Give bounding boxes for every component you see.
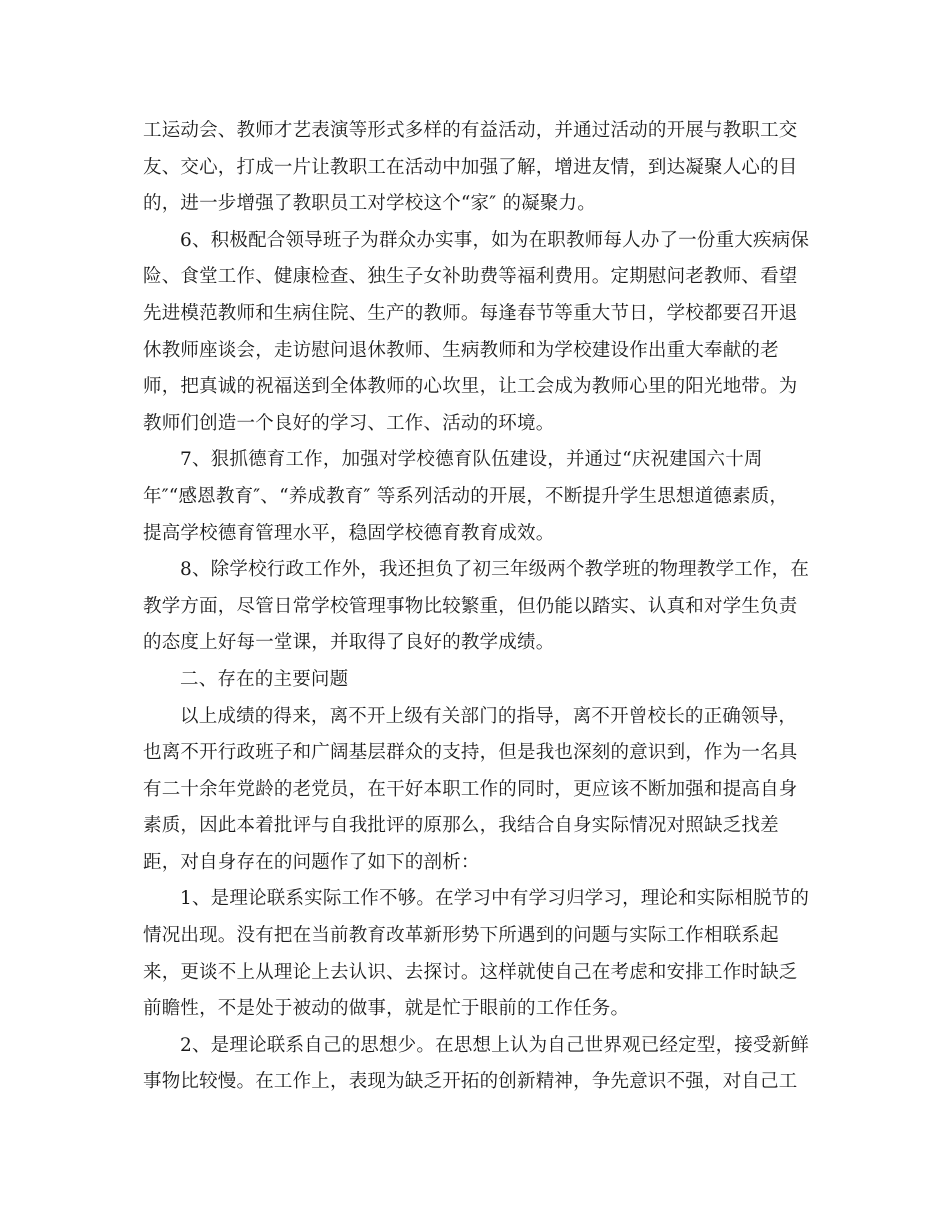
text-line: 师，把真诚的祝福送到全体教师的心坎里，让工会成为教师心里的阳光地带。为	[143, 376, 798, 398]
text-line: 休教师座谈会，走访慰问退休教师、生病教师和为学校建设作出重大奉献的老	[143, 339, 779, 361]
text-line: 的态度上好每一堂课，并取得了良好的教学成绩。	[143, 632, 555, 654]
text-line: 提高学校德育管理水平，稳固学校德育教育成效。	[143, 522, 555, 544]
text-line: 事物比较慢。在工作上，表现为缺乏开拓的创新精神，争先意识不强，对自己工	[143, 1071, 798, 1093]
text-line: 7、狠抓德育工作，加强对学校德育队伍建设，并通过“庆祝建国六十周	[180, 449, 763, 471]
text-line: 前瞻性，不是处于被动的做事，就是忙于眼前的工作任务。	[143, 998, 630, 1020]
text-line: 工运动会、教师才艺表演等形式多样的有益活动，并通过活动的开展与教职工交	[143, 120, 798, 141]
text-line: 二、存在的主要问题	[180, 668, 349, 690]
text-line: 以上成绩的得来，离不开上级有关部门的指导，离不开曾校长的正确领导，	[180, 705, 798, 727]
text-line: 8、除学校行政工作外，我还担负了初三年级两个教学班的物理教学工作，在	[180, 559, 810, 581]
text-line: 教学方面，尽管日常学校管理事物比较繁重，但仍能以踏实、认真和对学生负责	[143, 595, 798, 617]
text-line: 2、是理论联系自己的思想少。在思想上认为自己世界观已经定型，接受新鲜	[180, 1034, 810, 1056]
text-line: 来，更谈不上从理论上去认识、去探讨。这样就使自己在考虑和安排工作时缺乏	[143, 961, 798, 983]
text-line: 也离不开行政班子和广阔基层群众的支持，但是我也深刻的意识到，作为一名具	[143, 742, 798, 764]
document-body	[143, 113, 808, 1101]
text-line: 先进模范教师和生病住院、生产的教师。每逢春节等重大节日，学校都要召开退	[143, 302, 798, 324]
text-line: 的，进一步增强了教职员工对学校这个“家″ 的凝聚力。	[143, 193, 596, 215]
text-line: 情况出现。没有把在当前教育改革新形势下所遇到的问题与实际工作相联系起	[143, 925, 779, 947]
text-line: 1、是理论联系实际工作不够。在学习中有学习归学习，理论和实际相脱节的	[180, 888, 810, 910]
text-line: 友、交心，打成一片让教职工在活动中加强了解，增进友情，到达凝聚人心的目	[143, 156, 798, 178]
text-line: 险、食堂工作、健康检查、独生子女补助费等福利费用。定期慰问老教师、看望	[143, 266, 798, 288]
text-line: 6、积极配合领导班子为群众办实事，如为在职教师每人办了一份重大疾病保	[180, 229, 810, 251]
text-line: 有二十余年党龄的老党员，在干好本职工作的同时，更应该不断加强和提高自身	[143, 778, 798, 800]
text-line: 年″“感恩教育″、“养成教育″ 等系列活动的开展，不断提升学生思想道德素质，	[143, 485, 789, 507]
text-line: 素质，因此本着批评与自我批评的原那么，我结合自身实际情况对照缺乏找差	[143, 815, 779, 837]
text-line: 距，对自身存在的问题作了如下的剖析：	[143, 851, 480, 873]
text-line: 教师们创造一个良好的学习、工作、活动的环境。	[143, 412, 555, 434]
